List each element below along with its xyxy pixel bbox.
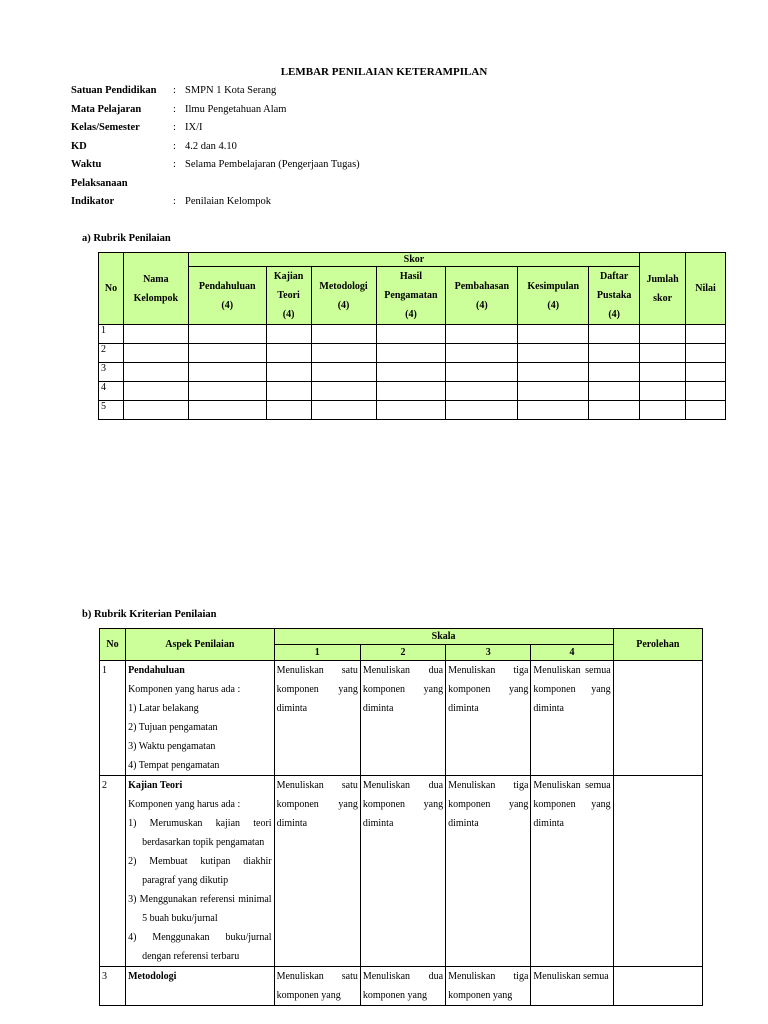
perolehan-cell bbox=[613, 776, 702, 967]
scale-2-cell: Menuliskan dua komponen yang diminta bbox=[360, 661, 445, 776]
col-header-pendahuluan: Pendahuluan (4) bbox=[188, 267, 266, 325]
aspek-cell bbox=[126, 661, 274, 776]
info-value: SMPN 1 Kota Serang bbox=[185, 85, 277, 96]
scale-1-cell: Menuliskan satu komponen yang bbox=[274, 967, 360, 1006]
info-row bbox=[71, 175, 505, 194]
aspek-intro: Komponen yang harus ada : bbox=[128, 799, 241, 810]
aspek-item: 1) Latar belakang bbox=[128, 703, 199, 714]
aspek-item: 3) Waktu pengamatan bbox=[128, 741, 216, 752]
col-header-skala: Skala bbox=[274, 629, 613, 645]
col-header-no: No bbox=[100, 629, 126, 661]
table-row bbox=[100, 967, 703, 1006]
row-number: 3 bbox=[100, 967, 126, 1006]
info-value bbox=[185, 175, 505, 194]
table-row bbox=[99, 363, 726, 382]
table-row bbox=[99, 401, 726, 420]
table-row bbox=[100, 776, 703, 967]
section-a-heading: a) Rubrik Penilaian bbox=[82, 233, 171, 244]
col-header-no: No bbox=[99, 253, 124, 325]
info-row: Mata Pelajaran : Ilmu Pengetahuan Alam bbox=[71, 101, 505, 120]
scale-4-cell: Menuliskan semua bbox=[531, 967, 613, 1006]
row-number: 4 bbox=[99, 382, 124, 401]
info-label: Mata Pelajaran bbox=[71, 103, 142, 115]
col-header-aspek: Aspek Penilaian bbox=[126, 629, 274, 661]
table-row bbox=[99, 344, 726, 363]
info-label: Indikator bbox=[71, 196, 115, 207]
aspek-item: 1) Merumuskan kajian teori berdasarkan topik pengamatan bbox=[128, 818, 272, 848]
scale-4-cell: Menuliskan semua komponen yang diminta bbox=[531, 776, 613, 967]
aspek-cell bbox=[126, 967, 274, 1006]
col-header-level-1: 1 bbox=[274, 645, 360, 661]
info-value: 4.2 dan 4.10 bbox=[185, 140, 237, 152]
col-header-pembahasan: Pembahasan (4) bbox=[446, 267, 518, 325]
col-header-level-2: 2 bbox=[360, 645, 445, 661]
col-header-kajian: Kajian Teori (4) bbox=[266, 267, 311, 325]
info-label: Pelaksanaan bbox=[71, 177, 128, 189]
scale-2-cell: Menuliskan dua komponen yang diminta bbox=[360, 776, 445, 967]
info-label: Satuan Pendidikan bbox=[71, 85, 157, 96]
aspek-title: Metodologi bbox=[128, 971, 177, 982]
aspek-intro: Komponen yang harus ada : bbox=[128, 684, 241, 695]
col-header-daftar: Daftar Pustaka (4) bbox=[589, 267, 640, 325]
aspek-title: Pendahuluan bbox=[128, 665, 185, 676]
table-row bbox=[100, 661, 703, 776]
col-header-level-3: 3 bbox=[446, 645, 531, 661]
scale-3-cell: Menuliskan tiga komponen yang diminta bbox=[446, 661, 531, 776]
col-header-metodologi: Metodologi (4) bbox=[311, 267, 376, 325]
info-row: KD : 4.2 dan 4.10 bbox=[71, 138, 505, 157]
scale-2-cell: Menuliskan dua komponen yang bbox=[360, 967, 445, 1006]
info-value: Penilaian Kelompok bbox=[185, 196, 272, 207]
row-number: 3 bbox=[99, 363, 124, 382]
info-row: Kelas/Semester : IX/I bbox=[71, 119, 505, 138]
perolehan-cell bbox=[613, 661, 702, 776]
identity-block bbox=[71, 82, 505, 212]
info-label: Waktu bbox=[71, 159, 102, 170]
rubrik-penilaian-table bbox=[98, 252, 726, 420]
info-label: KD bbox=[71, 140, 87, 152]
row-number: 2 bbox=[99, 344, 124, 363]
info-value: Ilmu Pengetahuan Alam bbox=[185, 103, 287, 115]
rubrik-kriteria-table bbox=[99, 628, 703, 1006]
table-row bbox=[99, 382, 726, 401]
col-header-jumlah: Jumlah skor bbox=[640, 253, 686, 325]
aspek-item: 2) Membuat kutipan diakhir paragraf yang dikutip bbox=[128, 856, 272, 886]
scale-3-cell: Menuliskan tiga komponen yang diminta bbox=[446, 776, 531, 967]
document-title: LEMBAR PENILAIAN KETERAMPILAN bbox=[280, 66, 488, 78]
row-number: 5 bbox=[99, 401, 124, 420]
info-row: Satuan Pendidikan : SMPN 1 Kota Serang bbox=[71, 82, 505, 101]
col-header-hasil: Hasil Pengamatan (4) bbox=[376, 267, 446, 325]
col-header-nama: Nama Kelompok bbox=[123, 253, 188, 325]
perolehan-cell bbox=[613, 967, 702, 1006]
section-b-heading: b) Rubrik Kriterian Penilaian bbox=[82, 609, 217, 620]
col-header-kesimpulan: Kesimpulan (4) bbox=[518, 267, 589, 325]
info-value: Selama Pembelajaran (Pengerjaan Tugas) bbox=[185, 159, 360, 170]
aspek-item: 4) Menggunakan buku/jurnal dengan referensi terbaru bbox=[128, 932, 272, 962]
scale-4-cell: Menuliskan semua komponen yang diminta bbox=[531, 661, 613, 776]
row-number: 2 bbox=[100, 776, 126, 967]
row-number: 1 bbox=[99, 325, 124, 344]
col-header-nilai: Nilai bbox=[686, 253, 726, 325]
scale-1-cell: Menuliskan satu komponen yang diminta bbox=[274, 776, 360, 967]
col-header-skor: Skor bbox=[188, 253, 639, 267]
col-header-perolehan: Perolehan bbox=[613, 629, 702, 661]
aspek-item: 3) Menggunakan referensi minimal 5 buah buku/jurnal bbox=[128, 894, 272, 924]
col-header-level-4: 4 bbox=[531, 645, 613, 661]
info-value: IX/I bbox=[185, 122, 203, 133]
info-row: Waktu : Selama Pembelajaran (Pengerjaan Tugas) bbox=[71, 156, 505, 175]
info-label: Kelas/Semester bbox=[71, 122, 140, 133]
table-row bbox=[99, 325, 726, 344]
scale-3-cell: Menuliskan tiga komponen yang bbox=[446, 967, 531, 1006]
scale-1-cell: Menuliskan satu komponen yang diminta bbox=[274, 661, 360, 776]
aspek-item: 2) Tujuan pengamatan bbox=[128, 722, 218, 733]
aspek-title: Kajian Teori bbox=[128, 780, 183, 791]
aspek-cell bbox=[126, 776, 274, 967]
row-number: 1 bbox=[100, 661, 126, 776]
aspek-item: 4) Tempat pengamatan bbox=[128, 760, 220, 771]
info-row: Indikator : Penilaian Kelompok bbox=[71, 193, 505, 212]
